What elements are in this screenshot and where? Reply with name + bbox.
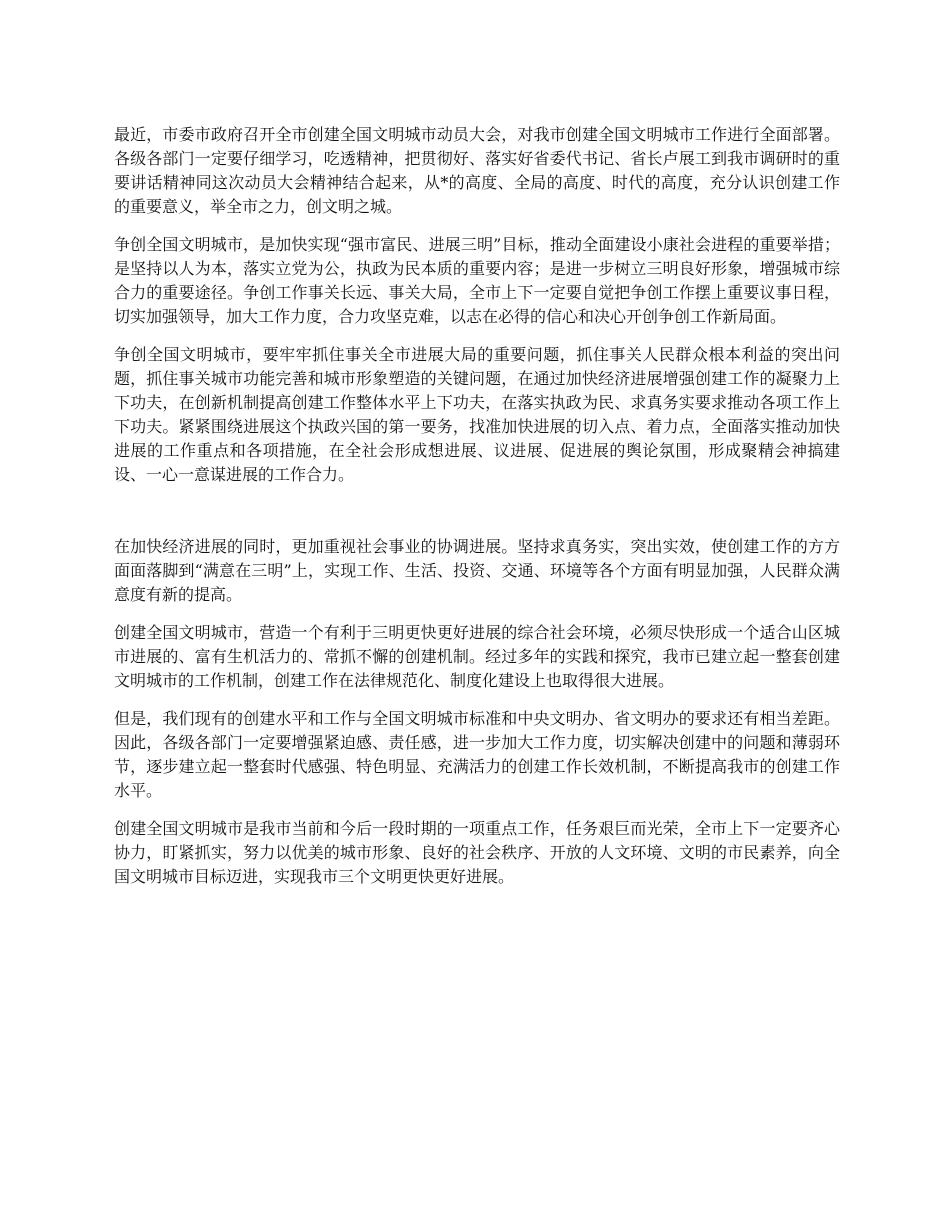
- paragraph-6: 但是，我们现有的创建水平和工作与全国文明城市标准和中央文明办、省文明办的要求还有相当差距。因此，各级各部门一定要增强紧迫感、责任感，进一步加大工作力度，切实解决创建中的问题和薄弱环节，逐步建立起一整套时代感强、特色明显、充满活力的创建工作长效机制，不断提高我市的创建工作水平。: [114, 709, 840, 800]
- paragraph-3: 争创全国文明城市，要牢牢抓住事关全市进展大局的重要问题，抓住事关人民群众根本利益的突出问题，抓住事关城市功能完善和城市形象塑造的关键问题，在通过加快经济进展增强创建工作的凝聚力上下功夫，在创新机制提高创建工作整体水平上下功夫，在落实执政为民、求真务实要求推动各项工作上下功夫。紧紧围绕进展这个执政兴国的第一要务，找准加快进展的切入点、着力点，全面落实推动加快进展的工作重点和各项措施，在全社会形成想进展、议进展、促进展的舆论氛围，形成聚精会神搞建设、一心一意谋进展的工作合力。: [114, 345, 840, 484]
- section-gap: [114, 501, 840, 535]
- document-body: [114, 123, 840, 903]
- paragraph-7: 创建全国文明城市是我市当前和今后一段时期的一项重点工作，任务艰巨而光荣，全市上下一定要齐心协力，盯紧抓实，努力以优美的城市形象、良好的社会秩序、开放的人文环境、文明的市民素养，向全国文明城市目标迈进，实现我市三个文明更快更好进展。: [114, 819, 840, 886]
- paragraph-2: 争创全国文明城市，是加快实现“强市富民、进展三明”目标，推动全面建设小康社会进程的重要举措；是坚持以人为本，落实立党为公，执政为民本质的重要内容；是进一步树立三明良好形象，增强城市综合力的重要途径。争创工作事关长远、事关大局，全市上下一定要自觉把争创工作摆上重要议事日程，切实加强领导，加大工作力度，合力攻坚克难，以志在必得的信心和决心开创争创工作新局面。: [114, 235, 840, 326]
- paragraph-4: 在加快经济进展的同时，更加重视社会事业的协调进展。坚持求真务实，突出实效，使创建工作的方方面面落脚到“满意在三明”上，实现工作、生活、投资、交通、环境等各个方面有明显加强，人民群众满意度有新的提高。: [114, 537, 840, 604]
- paragraph-5: 创建全国文明城市，营造一个有利于三明更快更好进展的综合社会环境，必须尽快形成一个适合山区城市进展的、富有生机活力的、常抓不懈的创建机制。经过多年的实践和探究，我市已建立起一整套创建文明城市的工作机制，创建工作在法律规范化、制度化建设上也取得很大进展。: [114, 623, 840, 690]
- paragraph-1: 最近，市委市政府召开全市创建全国文明城市动员大会，对我市创建全国文明城市工作进行全面部署。各级各部门一定要仔细学习，吃透精神，把贯彻好、落实好省委代书记、省长卢展工到我市调研时的重要讲话精神同这次动员大会精神结合起来，从*的高度、全局的高度、时代的高度，充分认识创建工作的重要意义，举全市之力，创文明之城。: [114, 125, 840, 216]
